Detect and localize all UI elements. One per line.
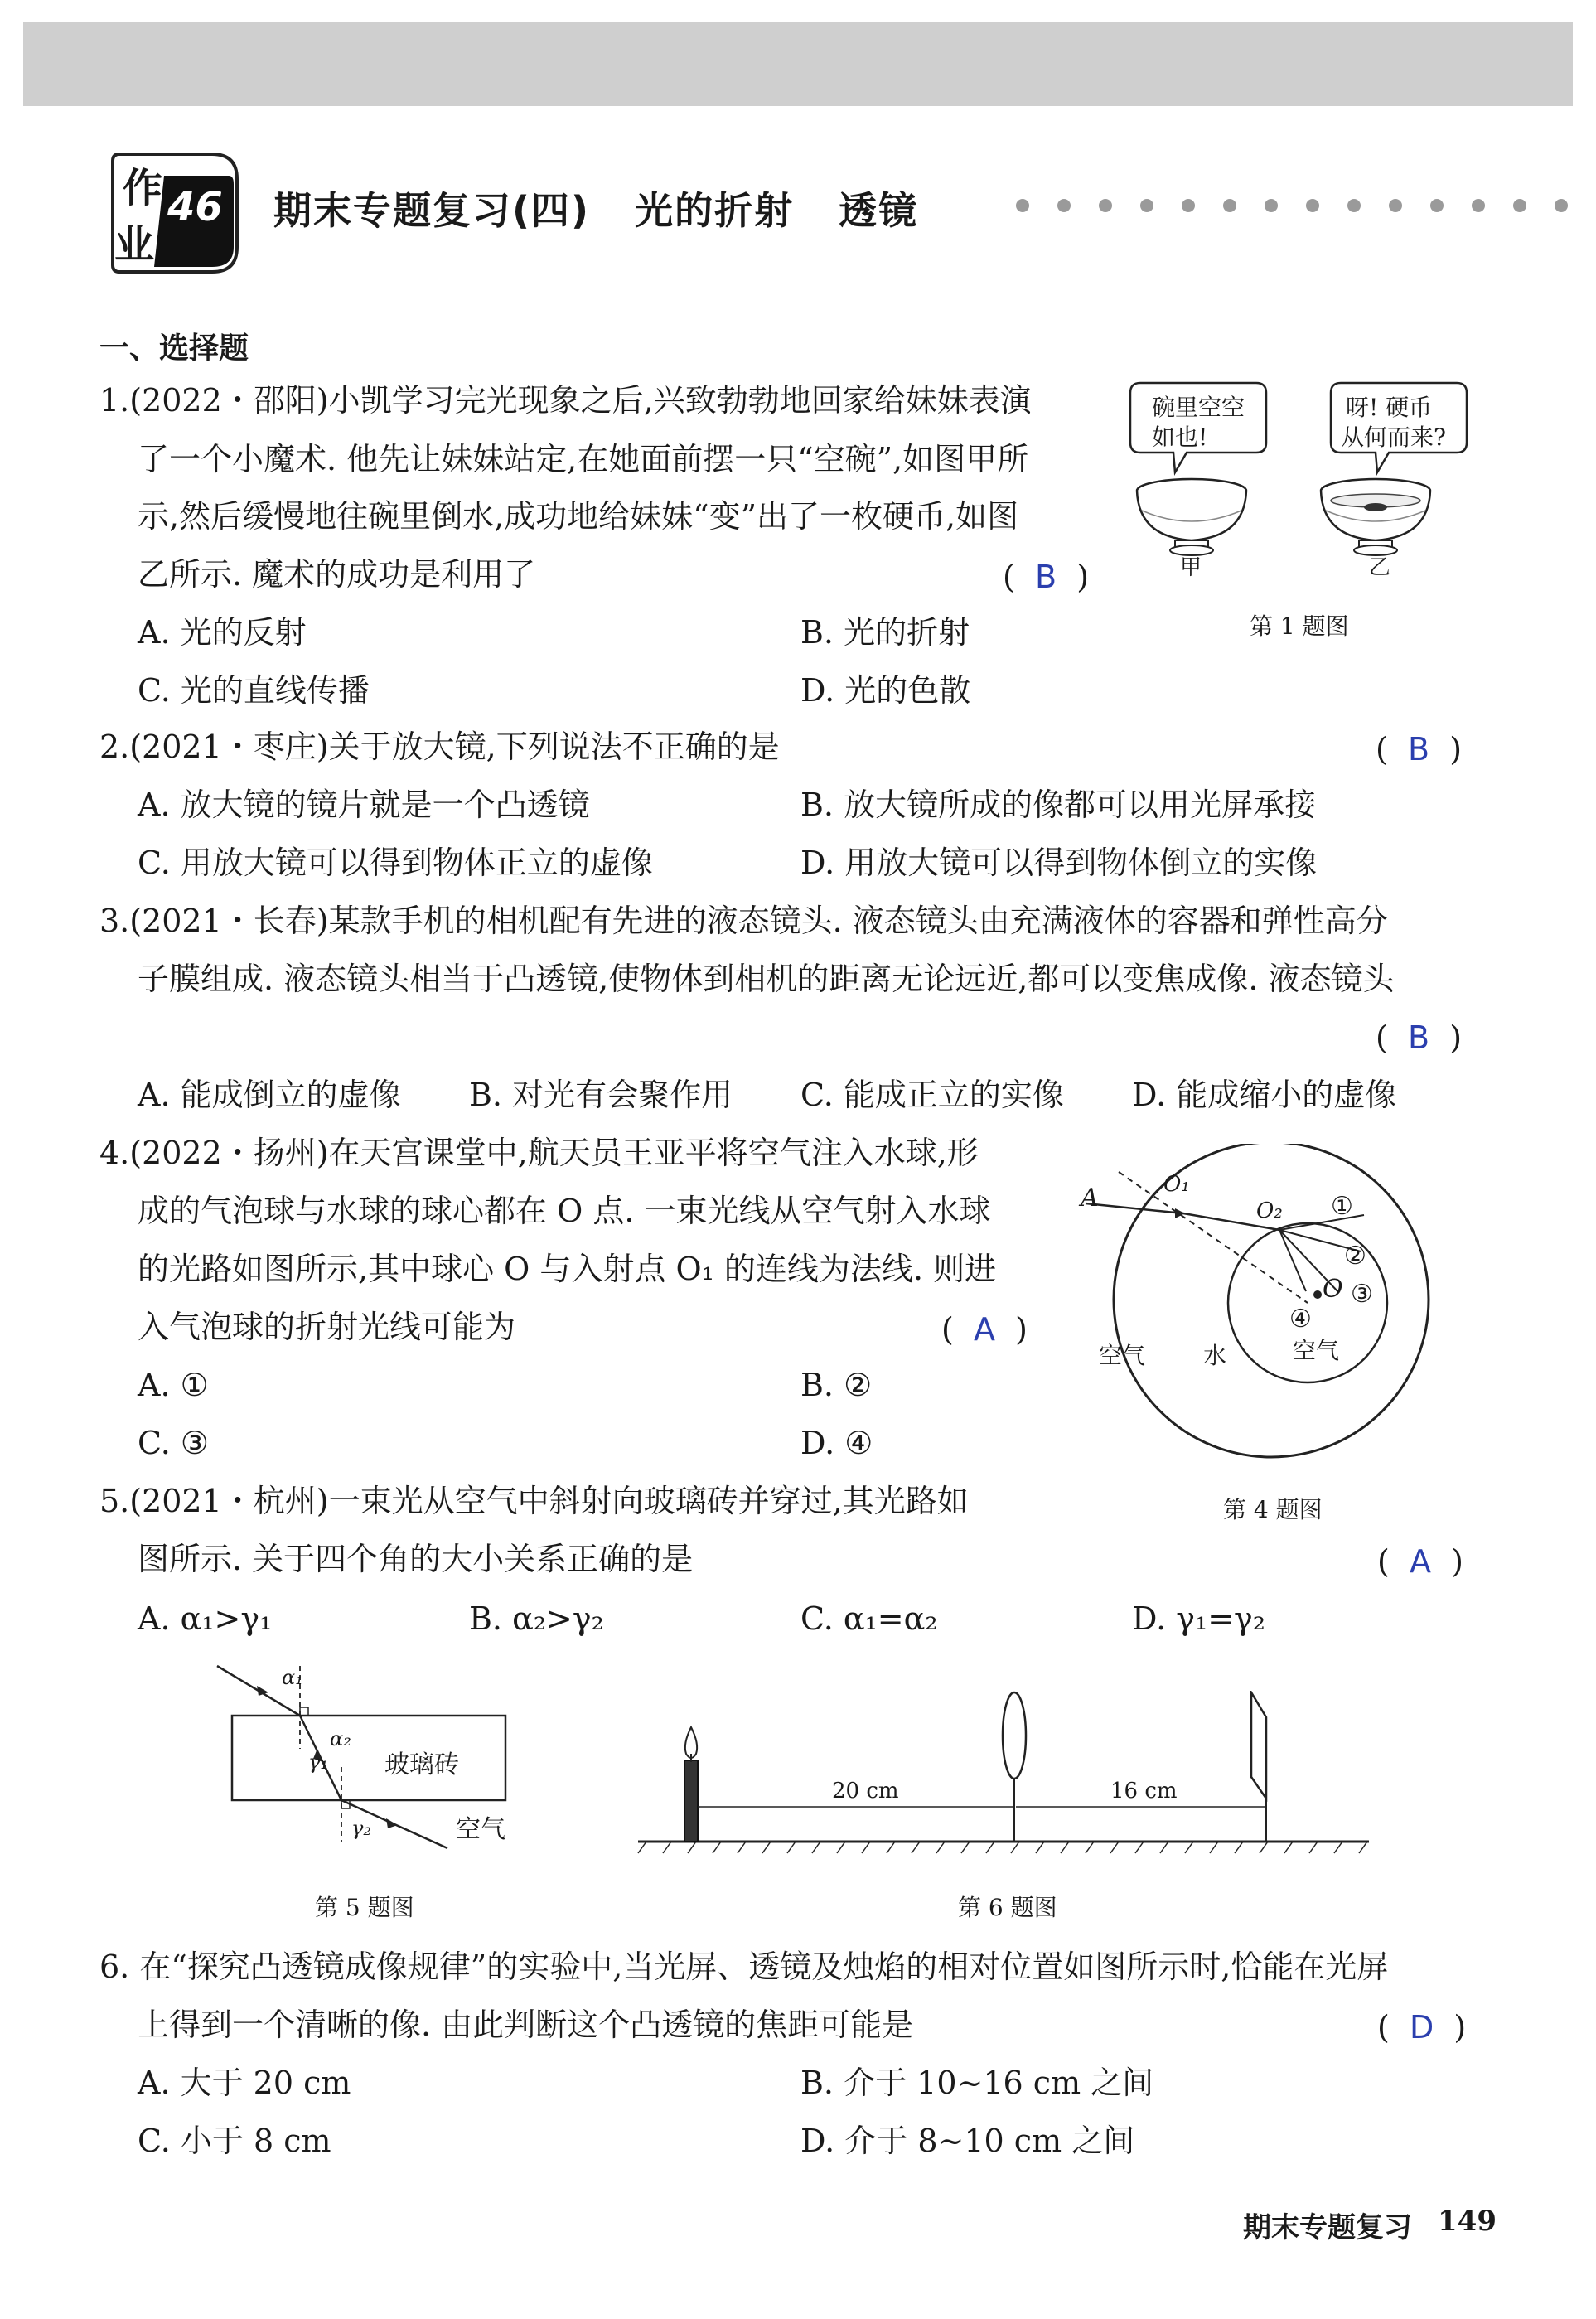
q3-line: 3.(2021・长春)某款手机的相机配有先进的液态镜头. 液态镜头由充满液体的容器和弹性高分 (99, 903, 1388, 939)
q6-line: 6. 在“探究凸透镜成像规律”的实验中,当光屏、透镜及烛焰的相对位置如图所示时,恰能在光屏 (99, 1949, 1389, 1985)
badge-char-ye: 业 (114, 221, 155, 268)
q5-label-g2: γ₂ (351, 1817, 371, 1840)
top-gray-band (23, 22, 1573, 106)
q5-option: C. α₁=α₂ (800, 1600, 938, 1637)
footer-label: 期末专题复习 (1243, 2211, 1412, 2244)
q4-option: C. ③ (138, 1425, 209, 1461)
badge-char-zuo: 作 (123, 165, 163, 211)
q4-label-O2: O₂ (1256, 1198, 1283, 1223)
badge-number: 46 (167, 184, 223, 230)
q4-ray-3: ③ (1351, 1280, 1373, 1309)
q2-option: A. 放大镜的镜片就是一个凸透镜 (138, 787, 590, 823)
q3-option: B. 对光有会聚作用 (469, 1077, 733, 1113)
q6-label-distance-lens-screen: 16 cm (1110, 1779, 1178, 1803)
q4-label-air-outer: 空气 (1099, 1342, 1146, 1369)
q2-option: D. 用放大镜可以得到物体倒立的实像 (800, 845, 1318, 881)
page-title: 期末专题复习(四) 光的折射 透镜 (273, 188, 919, 233)
q4-figure-bubble-optics (1069, 1144, 1483, 1459)
q5-label-a1: α₁ (282, 1666, 303, 1689)
q1-option: B. 光的折射 (800, 614, 970, 651)
q4-ray-2: ② (1344, 1242, 1366, 1271)
q6-option: A. 大于 20 cm (138, 2065, 351, 2101)
q1-option: C. 光的直线传播 (138, 672, 370, 709)
q4-caption: 第 4 题图 (1223, 1496, 1323, 1523)
q4-label-O: O (1323, 1275, 1343, 1304)
q4-ray-1: ① (1331, 1192, 1353, 1221)
q1-bubble-right-text: 从何而来? (1341, 424, 1447, 451)
q5-caption: 第 5 题图 (315, 1894, 414, 1921)
q3-option: C. 能成正立的实像 (800, 1077, 1064, 1113)
q4-answer: ( A ) (941, 1311, 1028, 1348)
q6-answer: ( D ) (1377, 2009, 1467, 2045)
q4-label-air-inner: 空气 (1293, 1337, 1340, 1364)
q1-line: 乙所示. 魔术的成功是利用了 (138, 556, 536, 593)
q5-option: B. α₂>γ₂ (469, 1600, 604, 1637)
q4-label-A: A (1081, 1184, 1099, 1213)
q1-label-jia: 甲 (1180, 555, 1202, 580)
q3-answer: ( B ) (1376, 1019, 1463, 1056)
q1-bubble-right-text: 呀! 硬币 (1346, 394, 1433, 421)
q1-option: A. 光的反射 (138, 614, 307, 651)
q5-label-a2: α₂ (330, 1727, 351, 1750)
q5-option: A. α₁>γ₁ (138, 1600, 273, 1637)
page-number: 149 (1438, 2205, 1497, 2238)
q1-bubble-left-text: 碗里空空 (1152, 394, 1245, 421)
q1-label-yi: 乙 (1369, 555, 1391, 580)
q4-line: 入气泡球的折射光线可能为 (138, 1309, 516, 1345)
q3-option: A. 能成倒立的虚像 (138, 1077, 401, 1113)
q4-line: 4.(2022・扬州)在天宫课堂中,航天员王亚平将空气注入水球,形 (99, 1135, 979, 1171)
q4-ray-4: ④ (1289, 1305, 1312, 1334)
q5-label-g1: γ₁ (308, 1750, 328, 1774)
q4-line: 的光路如图所示,其中球心 O 与入射点 O₁ 的连线为法线. 则进 (138, 1251, 997, 1287)
q5-option: D. γ₁=γ₂ (1132, 1600, 1265, 1637)
q5-label-air: 空气 (456, 1815, 505, 1844)
q2-option: C. 用放大镜可以得到物体正立的虚像 (138, 845, 653, 881)
q5-line: 5.(2021・杭州)一束光从空气中斜射向玻璃砖并穿过,其光路如 (99, 1483, 969, 1519)
q1-line: 示,然后缓慢地往碗里倒水,成功地给妹妹“变”出了一枚硬币,如图 (138, 498, 1019, 535)
q1-line: 了一个小魔术. 他先让妹妹站定,在她面前摆一只“空碗”,如图甲所 (138, 441, 1029, 477)
q4-option: B. ② (800, 1367, 873, 1403)
q1-bubble-left-text: 如也! (1152, 424, 1208, 451)
title-dots-divider (1013, 196, 1576, 215)
q1-caption: 第 1 题图 (1250, 612, 1349, 640)
q2-answer: ( B ) (1376, 731, 1463, 767)
q3-option: D. 能成缩小的虚像 (1132, 1077, 1397, 1113)
q4-option: D. ④ (800, 1425, 873, 1461)
q5-line: 图所示. 关于四个角的大小关系正确的是 (138, 1541, 694, 1577)
q6-line: 上得到一个清晰的像. 由此判断这个凸透镜的焦距可能是 (138, 2007, 914, 2043)
q2-line: 2.(2021・枣庄)关于放大镜,下列说法不正确的是 (99, 729, 780, 765)
q4-label-O1: O₁ (1163, 1172, 1190, 1197)
section-heading: 一、选择题 (99, 332, 249, 366)
q6-option: C. 小于 8 cm (138, 2123, 331, 2159)
q6-figure-lens-setup (635, 1691, 1372, 1857)
q5-label-glass: 玻璃砖 (384, 1750, 459, 1779)
q1-line: 1.(2022・邵阳)小凯学习完光现象之后,兴致勃勃地回家给妹妹表演 (99, 382, 1032, 419)
q1-answer: ( B ) (1003, 559, 1090, 595)
q6-option: D. 介于 8~10 cm 之间 (800, 2123, 1135, 2159)
q2-option: B. 放大镜所成的像都可以用光屏承接 (800, 787, 1317, 823)
q5-answer: ( A ) (1377, 1543, 1463, 1580)
q3-line: 子膜组成. 液态镜头相当于凸透镜,使物体到相机的距离无论远近,都可以变焦成像. 液态镜头 (138, 961, 1395, 997)
q6-label-distance-candle-lens: 20 cm (832, 1779, 899, 1803)
q4-option: A. ① (138, 1367, 209, 1403)
q4-label-water: 水 (1203, 1342, 1227, 1369)
q6-caption: 第 6 题图 (958, 1894, 1057, 1921)
q4-line: 成的气泡球与水球的球心都在 O 点. 一束光线从空气射入水球 (138, 1193, 991, 1229)
q6-option: B. 介于 10~16 cm 之间 (800, 2065, 1154, 2101)
q1-option: D. 光的色散 (800, 672, 971, 709)
